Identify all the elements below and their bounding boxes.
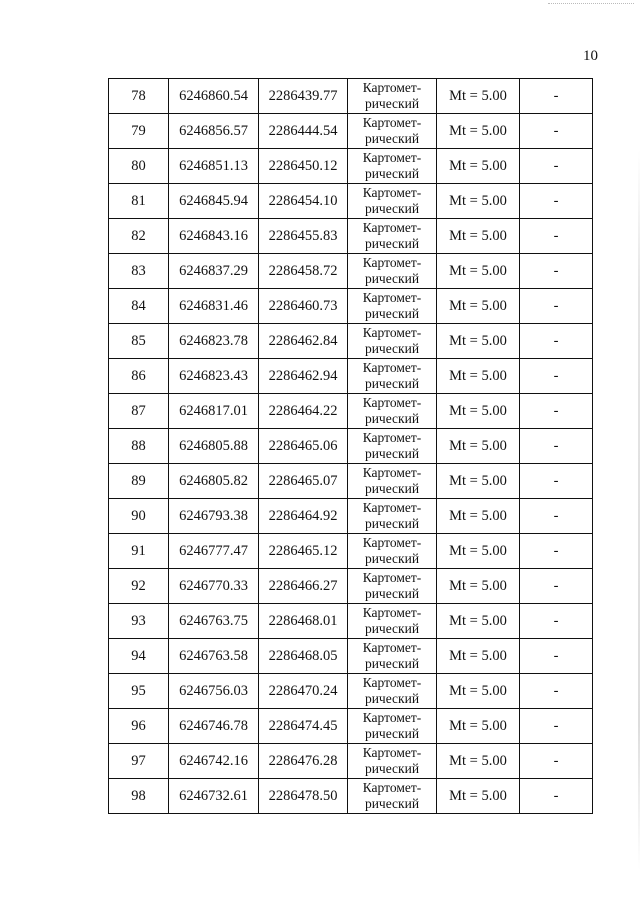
method-line-1: Картомет- (362, 80, 422, 95)
y-coordinate-cell: 2286465.07 (259, 464, 348, 499)
method-line-2: рический (364, 621, 420, 636)
description-cell: - (520, 499, 593, 534)
x-coordinate-cell: 6246805.82 (169, 464, 259, 499)
method-line-2: рический (364, 656, 420, 671)
point-number-cell: 95 (109, 674, 169, 709)
method-cell (348, 499, 437, 534)
method-line-2: рический (364, 131, 420, 146)
x-coordinate-cell: 6246756.03 (169, 674, 259, 709)
x-coordinate-cell: 6246763.75 (169, 604, 259, 639)
description-cell: - (520, 149, 593, 184)
accuracy-cell: Mt = 5.00 (437, 604, 520, 639)
method-line-1: Картомет- (362, 710, 422, 725)
table-row (109, 499, 593, 534)
method-line-1: Картомет- (362, 640, 422, 655)
accuracy-cell: Mt = 5.00 (437, 639, 520, 674)
method-line-2: рический (364, 761, 420, 776)
table-row (109, 674, 593, 709)
x-coordinate-cell: 6246763.58 (169, 639, 259, 674)
accuracy-cell: Mt = 5.00 (437, 324, 520, 359)
description-cell: - (520, 114, 593, 149)
y-coordinate-cell: 2286460.73 (259, 289, 348, 324)
table-row (109, 219, 593, 254)
point-number-cell: 98 (109, 779, 169, 814)
description-cell: - (520, 254, 593, 289)
method-cell (348, 289, 437, 324)
point-number-cell: 81 (109, 184, 169, 219)
description-cell: - (520, 779, 593, 814)
description-cell: - (520, 184, 593, 219)
point-number-cell: 91 (109, 534, 169, 569)
point-number-cell: 94 (109, 639, 169, 674)
method-line-1: Картомет- (362, 570, 422, 585)
method-line-1: Картомет- (362, 360, 422, 375)
method-line-2: рический (364, 271, 420, 286)
accuracy-cell: Mt = 5.00 (437, 254, 520, 289)
table-row (109, 744, 593, 779)
y-coordinate-cell: 2286478.50 (259, 779, 348, 814)
accuracy-cell: Mt = 5.00 (437, 499, 520, 534)
method-line-1: Картомет- (362, 465, 422, 480)
y-coordinate-cell: 2286470.24 (259, 674, 348, 709)
method-cell (348, 114, 437, 149)
point-number-cell: 83 (109, 254, 169, 289)
point-number-cell: 97 (109, 744, 169, 779)
table-row (109, 464, 593, 499)
table-row (109, 534, 593, 569)
point-number-cell: 89 (109, 464, 169, 499)
method-line-1: Картомет- (362, 115, 422, 130)
table-row (109, 394, 593, 429)
method-cell (348, 534, 437, 569)
table-row (109, 79, 593, 114)
accuracy-cell: Mt = 5.00 (437, 149, 520, 184)
accuracy-cell: Mt = 5.00 (437, 359, 520, 394)
method-line-1: Картомет- (362, 290, 422, 305)
x-coordinate-cell: 6246770.33 (169, 569, 259, 604)
method-cell (348, 674, 437, 709)
point-number-cell: 84 (109, 289, 169, 324)
method-line-2: рический (364, 236, 420, 251)
method-cell (348, 429, 437, 464)
y-coordinate-cell: 2286444.54 (259, 114, 348, 149)
method-cell (348, 779, 437, 814)
x-coordinate-cell: 6246860.54 (169, 79, 259, 114)
accuracy-cell: Mt = 5.00 (437, 219, 520, 254)
y-coordinate-cell: 2286464.92 (259, 499, 348, 534)
point-number-cell: 86 (109, 359, 169, 394)
method-line-2: рический (364, 691, 420, 706)
point-number-cell: 80 (109, 149, 169, 184)
point-number-cell: 96 (109, 709, 169, 744)
y-coordinate-cell: 2286462.84 (259, 324, 348, 359)
table-row (109, 289, 593, 324)
page-number: 10 (583, 48, 598, 64)
x-coordinate-cell: 6246856.57 (169, 114, 259, 149)
point-number-cell: 85 (109, 324, 169, 359)
point-number-cell: 79 (109, 114, 169, 149)
y-coordinate-cell: 2286468.05 (259, 639, 348, 674)
point-number-cell: 78 (109, 79, 169, 114)
description-cell: - (520, 604, 593, 639)
y-coordinate-cell: 2286450.12 (259, 149, 348, 184)
method-line-2: рический (364, 341, 420, 356)
method-line-1: Картомет- (362, 605, 422, 620)
accuracy-cell: Mt = 5.00 (437, 674, 520, 709)
method-line-2: рический (364, 411, 420, 426)
description-cell: - (520, 639, 593, 674)
point-number-cell: 87 (109, 394, 169, 429)
accuracy-cell: Mt = 5.00 (437, 394, 520, 429)
y-coordinate-cell: 2286454.10 (259, 184, 348, 219)
table-row (109, 569, 593, 604)
method-line-2: рический (364, 796, 420, 811)
table-row (109, 324, 593, 359)
method-line-1: Картомет- (362, 745, 422, 760)
x-coordinate-cell: 6246793.38 (169, 499, 259, 534)
method-line-2: рический (364, 306, 420, 321)
x-coordinate-cell: 6246851.13 (169, 149, 259, 184)
method-line-2: рический (364, 96, 420, 111)
table-row (109, 149, 593, 184)
y-coordinate-cell: 2286468.01 (259, 604, 348, 639)
method-line-2: рический (364, 481, 420, 496)
accuracy-cell: Mt = 5.00 (437, 779, 520, 814)
accuracy-cell: Mt = 5.00 (437, 709, 520, 744)
method-line-2: рический (364, 516, 420, 531)
description-cell: - (520, 569, 593, 604)
description-cell: - (520, 709, 593, 744)
method-cell (348, 79, 437, 114)
accuracy-cell: Mt = 5.00 (437, 184, 520, 219)
accuracy-cell: Mt = 5.00 (437, 289, 520, 324)
y-coordinate-cell: 2286464.22 (259, 394, 348, 429)
method-line-1: Картомет- (362, 255, 422, 270)
point-number-cell: 92 (109, 569, 169, 604)
method-cell (348, 149, 437, 184)
accuracy-cell: Mt = 5.00 (437, 79, 520, 114)
y-coordinate-cell: 2286462.94 (259, 359, 348, 394)
method-line-2: рический (364, 166, 420, 181)
table-row (109, 779, 593, 814)
method-line-1: Картомет- (362, 675, 422, 690)
method-cell (348, 639, 437, 674)
x-coordinate-cell: 6246837.29 (169, 254, 259, 289)
point-number-cell: 82 (109, 219, 169, 254)
method-line-1: Картомет- (362, 430, 422, 445)
y-coordinate-cell: 2286458.72 (259, 254, 348, 289)
x-coordinate-cell: 6246823.78 (169, 324, 259, 359)
accuracy-cell: Mt = 5.00 (437, 464, 520, 499)
accuracy-cell: Mt = 5.00 (437, 114, 520, 149)
y-coordinate-cell: 2286466.27 (259, 569, 348, 604)
accuracy-cell: Mt = 5.00 (437, 534, 520, 569)
method-line-1: Картомет- (362, 780, 422, 795)
description-cell: - (520, 534, 593, 569)
method-cell (348, 569, 437, 604)
x-coordinate-cell: 6246845.94 (169, 184, 259, 219)
coordinates-table (108, 78, 593, 814)
method-line-1: Картомет- (362, 500, 422, 515)
method-cell (348, 709, 437, 744)
method-line-2: рический (364, 376, 420, 391)
point-number-cell: 88 (109, 429, 169, 464)
method-line-2: рический (364, 551, 420, 566)
description-cell: - (520, 464, 593, 499)
x-coordinate-cell: 6246843.16 (169, 219, 259, 254)
table-row (109, 429, 593, 464)
description-cell: - (520, 324, 593, 359)
method-cell (348, 604, 437, 639)
description-cell: - (520, 79, 593, 114)
table-row (109, 604, 593, 639)
method-cell (348, 744, 437, 779)
method-cell (348, 394, 437, 429)
method-line-2: рический (364, 586, 420, 601)
x-coordinate-cell: 6246823.43 (169, 359, 259, 394)
y-coordinate-cell: 2286465.06 (259, 429, 348, 464)
description-cell: - (520, 429, 593, 464)
y-coordinate-cell: 2286476.28 (259, 744, 348, 779)
description-cell: - (520, 359, 593, 394)
method-line-2: рический (364, 726, 420, 741)
method-cell (348, 464, 437, 499)
y-coordinate-cell: 2286455.83 (259, 219, 348, 254)
point-number-cell: 93 (109, 604, 169, 639)
y-coordinate-cell: 2286465.12 (259, 534, 348, 569)
accuracy-cell: Mt = 5.00 (437, 744, 520, 779)
table-row (109, 254, 593, 289)
method-cell (348, 219, 437, 254)
description-cell: - (520, 219, 593, 254)
method-cell (348, 184, 437, 219)
table-row (109, 114, 593, 149)
y-coordinate-cell: 2286474.45 (259, 709, 348, 744)
point-number-cell: 90 (109, 499, 169, 534)
x-coordinate-cell: 6246746.78 (169, 709, 259, 744)
description-cell: - (520, 744, 593, 779)
scan-artifact-top (548, 3, 634, 6)
method-line-1: Картомет- (362, 150, 422, 165)
method-line-1: Картомет- (362, 220, 422, 235)
method-line-2: рический (364, 201, 420, 216)
x-coordinate-cell: 6246732.61 (169, 779, 259, 814)
method-line-1: Картомет- (362, 185, 422, 200)
table-row (109, 184, 593, 219)
method-line-2: рический (364, 446, 420, 461)
description-cell: - (520, 394, 593, 429)
description-cell: - (520, 674, 593, 709)
table-row (109, 709, 593, 744)
x-coordinate-cell: 6246742.16 (169, 744, 259, 779)
y-coordinate-cell: 2286439.77 (259, 79, 348, 114)
method-line-1: Картомет- (362, 395, 422, 410)
method-line-1: Картомет- (362, 535, 422, 550)
method-cell (348, 359, 437, 394)
description-cell: - (520, 289, 593, 324)
method-line-1: Картомет- (362, 325, 422, 340)
method-cell (348, 324, 437, 359)
x-coordinate-cell: 6246777.47 (169, 534, 259, 569)
table-row (109, 639, 593, 674)
method-cell (348, 254, 437, 289)
x-coordinate-cell: 6246831.46 (169, 289, 259, 324)
accuracy-cell: Mt = 5.00 (437, 569, 520, 604)
x-coordinate-cell: 6246805.88 (169, 429, 259, 464)
x-coordinate-cell: 6246817.01 (169, 394, 259, 429)
table-row (109, 359, 593, 394)
accuracy-cell: Mt = 5.00 (437, 429, 520, 464)
table-body (109, 79, 593, 814)
